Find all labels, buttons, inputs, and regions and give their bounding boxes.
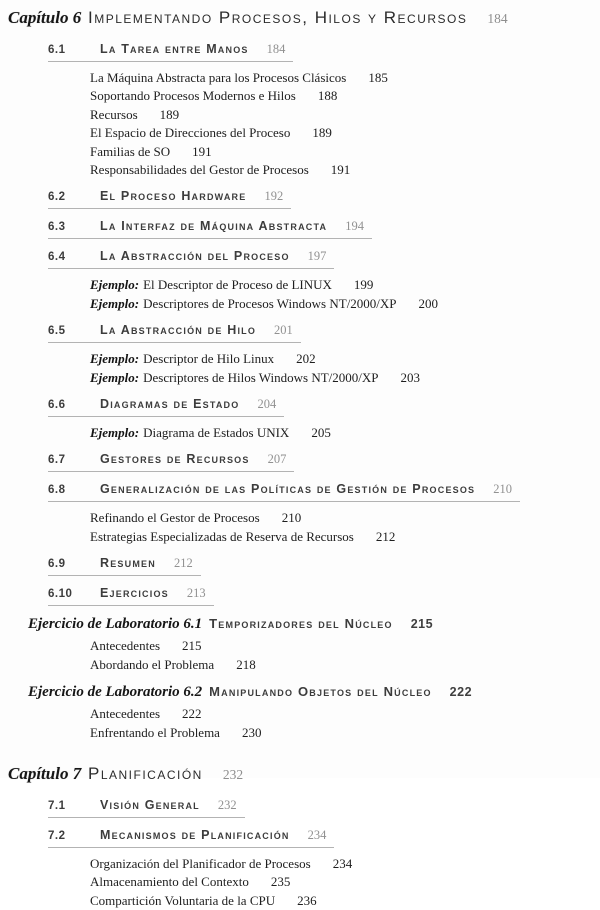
toc-sub-entry bbox=[0, 656, 600, 674]
chapter-title: Planificación bbox=[88, 763, 203, 783]
section-number: 6.5 bbox=[48, 325, 66, 338]
toc-sub-entry bbox=[0, 724, 600, 742]
sub-entry-text: Enfrentando el Problema bbox=[90, 724, 220, 740]
chapter-page-number: 232 bbox=[222, 766, 244, 782]
section-underline-group bbox=[48, 395, 284, 417]
sub-entry-text: Soportando Procesos Modernos e Hilos bbox=[90, 88, 296, 104]
sub-entry-text: Almacenamiento del Contexto bbox=[90, 874, 249, 890]
section-number: 6.2 bbox=[48, 191, 66, 204]
toc-sub-entry bbox=[0, 705, 600, 723]
toc-example-entry bbox=[0, 276, 600, 294]
toc-section-entry bbox=[0, 796, 600, 818]
sub-entry-text: Compartición Voluntaria de la CPU bbox=[90, 892, 276, 908]
toc-sub-entry bbox=[0, 106, 600, 124]
example-page-number: 203 bbox=[400, 369, 420, 385]
sub-entry-page-number: 235 bbox=[270, 874, 291, 890]
section-title: Diagramas de Estado bbox=[100, 397, 240, 412]
sub-entry-page-number: 185 bbox=[368, 70, 388, 85]
chapter-label: Capítulo 6 bbox=[8, 8, 82, 27]
example-prefix: Ejemplo: bbox=[90, 351, 140, 367]
chapter-page-number: 184 bbox=[487, 11, 508, 26]
section-number: 7.2 bbox=[48, 829, 66, 842]
section-underline-group bbox=[48, 40, 293, 62]
section-page-number: 210 bbox=[493, 482, 512, 497]
toc-sub-entry bbox=[0, 87, 600, 105]
example-text: Diagrama de Estados UNIX bbox=[143, 425, 290, 441]
sub-entry-page-number: 189 bbox=[312, 125, 332, 141]
lab-exercise-label: Ejercicio de Laboratorio 6.2 bbox=[28, 684, 203, 701]
lab-exercise-label: Ejercicio de Laboratorio 6.1 bbox=[28, 616, 203, 633]
section-page-number: 184 bbox=[266, 42, 286, 56]
section-number: 6.7 bbox=[48, 454, 66, 467]
section-title: La Abstracción de Hilo bbox=[100, 323, 257, 338]
toc-section-entry bbox=[0, 826, 600, 848]
sub-entry-page-number: 212 bbox=[375, 528, 396, 544]
section-underline-group bbox=[48, 826, 334, 848]
section-underline-group bbox=[48, 450, 294, 472]
section-underline-group bbox=[48, 554, 201, 576]
sub-entry-text: Antecedentes bbox=[90, 706, 161, 722]
section-title: Resumen bbox=[100, 556, 156, 571]
sub-entry-page-number: 215 bbox=[182, 638, 202, 654]
toc-section-entry bbox=[0, 187, 600, 209]
toc-example-entry bbox=[0, 424, 600, 442]
section-number: 6.4 bbox=[48, 251, 66, 264]
sub-entry-text: Recursos bbox=[90, 106, 138, 122]
section-underline-group bbox=[48, 187, 291, 209]
sub-entry-page-number: 236 bbox=[297, 892, 317, 908]
example-page-number: 202 bbox=[296, 351, 316, 367]
sub-entry-page-number: 191 bbox=[192, 143, 212, 159]
toc-section-entry bbox=[0, 217, 600, 239]
section-title: Generalización de las Políticas de Gestión de Procesos bbox=[100, 482, 476, 497]
section-underline-group bbox=[48, 796, 245, 818]
toc-sub-entry bbox=[0, 509, 600, 527]
example-prefix: Ejemplo: bbox=[90, 425, 140, 441]
section-number: 6.3 bbox=[48, 221, 66, 234]
toc-sub-entry bbox=[0, 637, 600, 655]
sub-entry-page-number: 218 bbox=[236, 656, 256, 672]
toc-section-entry bbox=[0, 450, 600, 472]
toc-lab-entry bbox=[0, 683, 600, 701]
example-prefix: Ejemplo: bbox=[90, 369, 140, 385]
section-page-number: 204 bbox=[257, 397, 277, 412]
section-page-number: 232 bbox=[217, 797, 237, 812]
section-page-number: 234 bbox=[307, 827, 327, 842]
section-title: La Interfaz de Máquina Abstracta bbox=[100, 219, 328, 234]
sub-entry-text: Antecedentes bbox=[90, 638, 161, 654]
sub-entry-text: Estrategias Especializadas de Reserva de Recursos bbox=[90, 528, 354, 544]
toc-section-entry bbox=[0, 321, 600, 343]
example-page-number: 199 bbox=[353, 277, 374, 293]
section-page-number: 201 bbox=[274, 323, 293, 338]
sub-entry-text: Familias de SO bbox=[90, 143, 171, 159]
toc bbox=[0, 8, 600, 910]
sub-entry-text: Abordando el Problema bbox=[90, 656, 215, 672]
sub-entry-page-number: 234 bbox=[332, 855, 353, 871]
sub-entry-page-number: 222 bbox=[182, 706, 202, 722]
sub-entry-text: Organización del Planificador de Procesos bbox=[90, 855, 311, 871]
section-page-number: 194 bbox=[345, 219, 364, 234]
section-title: Ejercicios bbox=[100, 586, 169, 601]
example-text: El Descriptor de Proceso de LINUX bbox=[143, 277, 332, 293]
section-underline-group bbox=[48, 247, 334, 269]
section-title: El Proceso Hardware bbox=[100, 189, 247, 204]
example-page-number: 205 bbox=[311, 425, 331, 441]
chapter-title: Implementando Procesos, Hilos y Recursos bbox=[88, 8, 468, 27]
toc-sub-entry bbox=[0, 855, 600, 873]
toc-example-entry bbox=[0, 369, 600, 387]
toc-section-entry bbox=[0, 247, 600, 269]
toc-section-entry bbox=[0, 554, 600, 576]
sub-entry-text: El Espacio de Direcciones del Proceso bbox=[90, 125, 291, 141]
toc-sub-entry bbox=[0, 124, 600, 142]
toc-lab-entry bbox=[0, 615, 600, 633]
toc-section-entry bbox=[0, 40, 600, 62]
sub-entry-page-number: 191 bbox=[330, 162, 351, 178]
section-number: 6.10 bbox=[48, 588, 73, 601]
section-title: Gestores de Recursos bbox=[100, 452, 250, 467]
section-underline-group bbox=[48, 321, 301, 343]
sub-entry-page-number: 188 bbox=[317, 88, 338, 104]
toc-section-entry bbox=[0, 395, 600, 417]
toc-section-entry bbox=[0, 584, 600, 606]
toc-sub-entry bbox=[0, 873, 600, 891]
lab-exercise-page-number: 222 bbox=[449, 685, 473, 700]
toc-sub-entry bbox=[0, 892, 600, 910]
section-title: La Tarea entre Manos bbox=[100, 42, 249, 56]
chapter-heading bbox=[0, 764, 600, 784]
toc-sub-entry bbox=[0, 528, 600, 546]
lab-exercise-title: Manipulando Objetos del Núcleo bbox=[209, 684, 432, 700]
section-page-number: 212 bbox=[173, 556, 193, 571]
section-underline-group bbox=[48, 217, 372, 239]
sub-entry-text: Responsabilidades del Gestor de Procesos bbox=[90, 162, 309, 178]
lab-exercise-page-number: 215 bbox=[410, 617, 434, 632]
example-text: Descriptores de Procesos Windows NT/2000/XP bbox=[143, 295, 397, 311]
section-number: 7.1 bbox=[48, 799, 66, 812]
example-prefix: Ejemplo: bbox=[90, 277, 140, 293]
section-page-number: 192 bbox=[264, 189, 284, 204]
toc-section-entry bbox=[0, 480, 600, 502]
section-number: 6.9 bbox=[48, 558, 66, 571]
sub-entry-page-number: 189 bbox=[159, 106, 180, 122]
section-number: 6.6 bbox=[48, 399, 66, 412]
chapter-label: Capítulo 7 bbox=[8, 763, 82, 783]
example-page-number: 200 bbox=[418, 295, 439, 311]
section-number: 6.8 bbox=[48, 484, 66, 497]
toc-sub-entry bbox=[0, 161, 600, 179]
sub-entry-text: La Máquina Abstracta para los Procesos Clásicos bbox=[90, 70, 347, 85]
section-title: Visión General bbox=[100, 797, 200, 812]
sub-entry-page-number: 230 bbox=[241, 724, 262, 740]
section-title: La Abstracción del Proceso bbox=[100, 249, 290, 264]
sub-entry-text: Refinando el Gestor de Procesos bbox=[90, 510, 260, 526]
section-number: 6.1 bbox=[48, 44, 66, 56]
section-page-number: 197 bbox=[307, 249, 327, 264]
example-text: Descriptores de Hilos Windows NT/2000/XP bbox=[143, 369, 379, 385]
example-prefix: Ejemplo: bbox=[90, 295, 140, 311]
toc-example-entry bbox=[0, 350, 600, 368]
section-underline-group bbox=[48, 480, 520, 502]
toc-example-entry bbox=[0, 295, 600, 313]
section-underline-group bbox=[48, 584, 214, 606]
toc-sub-entry bbox=[0, 69, 600, 87]
lab-exercise-title: Temporizadores del Núcleo bbox=[209, 616, 393, 632]
sub-entry-page-number: 210 bbox=[281, 510, 302, 526]
chapter-heading bbox=[0, 8, 600, 28]
section-page-number: 213 bbox=[186, 586, 206, 601]
example-text: Descriptor de Hilo Linux bbox=[143, 351, 275, 367]
section-page-number: 207 bbox=[267, 452, 287, 467]
section-title: Mecanismos de Planificación bbox=[100, 827, 290, 842]
toc-sub-entry bbox=[0, 143, 600, 161]
